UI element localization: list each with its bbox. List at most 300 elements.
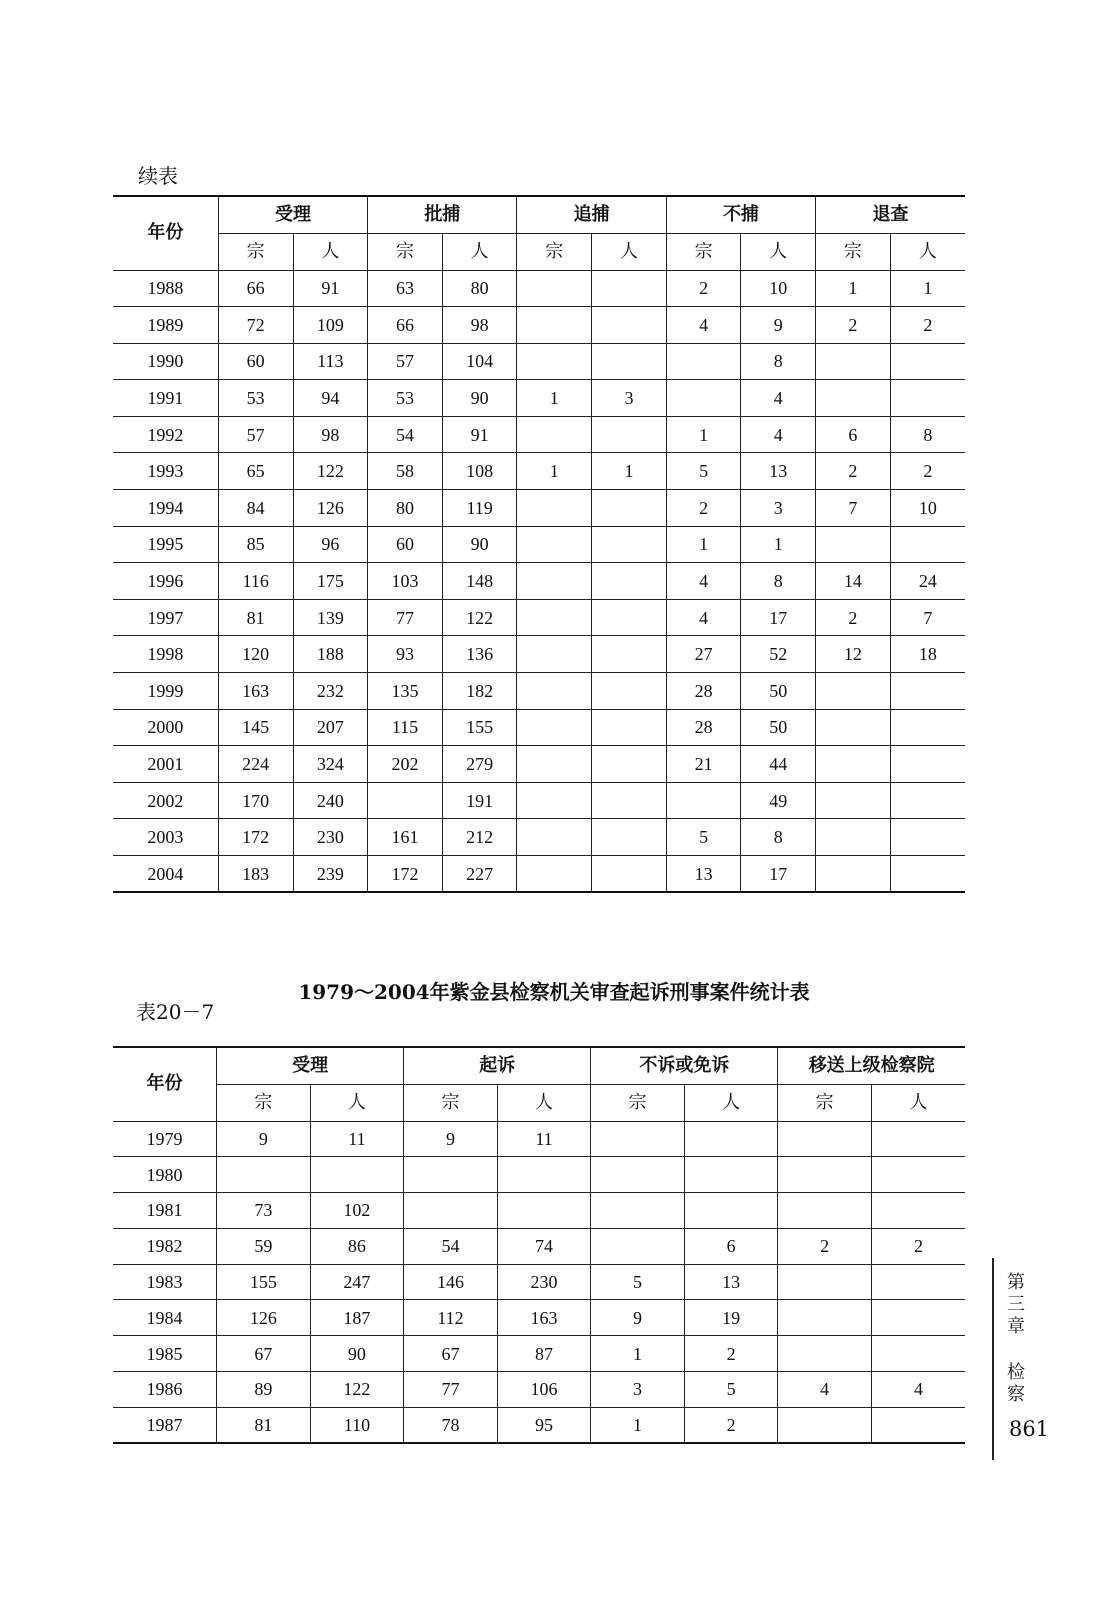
value-cell: 89	[217, 1372, 311, 1408]
value-cell	[890, 819, 965, 856]
value-cell: 207	[293, 709, 368, 746]
value-cell: 2	[684, 1407, 778, 1443]
value-cell: 108	[442, 453, 517, 490]
value-cell: 126	[217, 1300, 311, 1336]
value-cell: 116	[218, 563, 293, 600]
value-cell: 224	[218, 746, 293, 783]
value-cell: 49	[741, 782, 816, 819]
value-cell: 8	[741, 343, 816, 380]
value-cell: 67	[217, 1336, 311, 1372]
value-cell	[666, 380, 741, 417]
value-cell: 172	[218, 819, 293, 856]
value-cell: 170	[218, 782, 293, 819]
value-cell: 2	[684, 1336, 778, 1372]
sub-header: 宗	[666, 233, 741, 270]
sub-header: 宗	[591, 1084, 685, 1121]
value-cell: 163	[218, 673, 293, 710]
value-cell: 95	[497, 1407, 591, 1443]
group-header: 受理	[217, 1047, 404, 1084]
year-cell: 1979	[113, 1121, 217, 1157]
value-cell: 1	[592, 453, 667, 490]
value-cell: 9	[217, 1121, 311, 1157]
value-cell	[871, 1300, 965, 1336]
year-cell: 2004	[113, 856, 218, 893]
chapter-label	[1004, 1272, 1028, 1338]
value-cell: 59	[217, 1228, 311, 1264]
table-row	[113, 782, 965, 819]
value-cell	[871, 1407, 965, 1443]
value-cell: 2	[816, 307, 891, 344]
value-cell: 87	[497, 1336, 591, 1372]
value-cell	[816, 380, 891, 417]
value-cell	[778, 1300, 872, 1336]
year-cell: 1998	[113, 636, 218, 673]
value-cell: 2	[890, 453, 965, 490]
value-cell: 172	[368, 856, 443, 893]
value-cell: 13	[666, 856, 741, 893]
value-cell: 136	[442, 636, 517, 673]
value-cell: 52	[741, 636, 816, 673]
value-cell: 93	[368, 636, 443, 673]
table-row	[113, 1157, 965, 1193]
value-cell	[592, 636, 667, 673]
value-cell: 230	[497, 1264, 591, 1300]
value-cell: 53	[368, 380, 443, 417]
value-cell	[404, 1157, 498, 1193]
value-cell	[890, 709, 965, 746]
table-row	[113, 709, 965, 746]
value-cell: 115	[368, 709, 443, 746]
value-cell: 1	[517, 453, 592, 490]
value-cell	[517, 343, 592, 380]
section-char: 察	[1007, 1384, 1025, 1405]
value-cell	[517, 599, 592, 636]
value-cell: 18	[890, 636, 965, 673]
value-cell: 1	[741, 526, 816, 563]
value-cell: 53	[218, 380, 293, 417]
value-cell	[591, 1193, 685, 1229]
group-header: 起诉	[404, 1047, 591, 1084]
value-cell	[517, 782, 592, 819]
sub-header: 人	[293, 233, 368, 270]
value-cell: 9	[404, 1121, 498, 1157]
value-cell: 5	[591, 1264, 685, 1300]
table-row	[113, 490, 965, 527]
value-cell: 66	[218, 270, 293, 307]
value-cell: 54	[404, 1228, 498, 1264]
table-row	[113, 599, 965, 636]
table-row	[113, 636, 965, 673]
value-cell: 113	[293, 343, 368, 380]
value-cell: 3	[592, 380, 667, 417]
table-row	[113, 1372, 965, 1408]
value-cell: 5	[684, 1372, 778, 1408]
value-cell: 182	[442, 673, 517, 710]
sub-header: 人	[592, 233, 667, 270]
group-header: 不捕	[666, 196, 815, 233]
year-cell: 2001	[113, 746, 218, 783]
value-cell: 148	[442, 563, 517, 600]
group-header: 追捕	[517, 196, 666, 233]
section-label	[1004, 1362, 1028, 1406]
value-cell: 90	[442, 380, 517, 417]
value-cell: 3	[741, 490, 816, 527]
value-cell: 78	[404, 1407, 498, 1443]
year-cell: 1982	[113, 1228, 217, 1264]
value-cell: 98	[442, 307, 517, 344]
value-cell	[517, 819, 592, 856]
table-row	[113, 307, 965, 344]
value-cell: 5	[666, 453, 741, 490]
value-cell	[310, 1157, 404, 1193]
year-header: 年份	[113, 1047, 217, 1121]
value-cell	[517, 563, 592, 600]
value-cell: 1	[591, 1407, 685, 1443]
value-cell	[591, 1157, 685, 1193]
value-cell: 28	[666, 709, 741, 746]
value-cell: 2	[871, 1228, 965, 1264]
value-cell	[871, 1193, 965, 1229]
value-cell: 60	[218, 343, 293, 380]
value-cell	[591, 1121, 685, 1157]
value-cell	[517, 416, 592, 453]
value-cell: 202	[368, 746, 443, 783]
table-row	[113, 416, 965, 453]
value-cell: 77	[368, 599, 443, 636]
value-cell: 145	[218, 709, 293, 746]
value-cell: 57	[368, 343, 443, 380]
value-cell: 122	[293, 453, 368, 490]
table-row	[113, 453, 965, 490]
year-cell: 2000	[113, 709, 218, 746]
value-cell: 27	[666, 636, 741, 673]
value-cell: 1	[666, 416, 741, 453]
value-cell: 6	[684, 1228, 778, 1264]
table-row	[113, 746, 965, 783]
value-cell	[871, 1336, 965, 1372]
value-cell	[871, 1264, 965, 1300]
value-cell	[816, 673, 891, 710]
value-cell: 8	[741, 819, 816, 856]
year-cell: 1992	[113, 416, 218, 453]
value-cell: 1	[517, 380, 592, 417]
value-cell	[592, 856, 667, 893]
value-cell: 239	[293, 856, 368, 893]
sub-header: 人	[890, 233, 965, 270]
value-cell: 91	[442, 416, 517, 453]
value-cell	[517, 636, 592, 673]
sub-header: 宗	[404, 1084, 498, 1121]
value-cell	[592, 819, 667, 856]
group-header: 移送上级检察院	[778, 1047, 965, 1084]
value-cell: 4	[666, 599, 741, 636]
value-cell	[517, 709, 592, 746]
value-cell	[684, 1157, 778, 1193]
table-row	[113, 526, 965, 563]
value-cell: 135	[368, 673, 443, 710]
value-cell: 67	[404, 1336, 498, 1372]
value-cell	[890, 526, 965, 563]
value-cell	[778, 1193, 872, 1229]
value-cell	[778, 1264, 872, 1300]
value-cell: 6	[816, 416, 891, 453]
value-cell: 187	[310, 1300, 404, 1336]
value-cell: 240	[293, 782, 368, 819]
value-cell: 13	[684, 1264, 778, 1300]
value-cell: 146	[404, 1264, 498, 1300]
value-cell: 2	[778, 1228, 872, 1264]
year-cell: 1987	[113, 1407, 217, 1443]
year-cell: 1996	[113, 563, 218, 600]
value-cell: 81	[217, 1407, 311, 1443]
value-cell: 80	[368, 490, 443, 527]
table-row	[113, 1407, 965, 1443]
value-cell	[816, 856, 891, 893]
value-cell: 122	[310, 1372, 404, 1408]
year-cell: 1991	[113, 380, 218, 417]
section-char: 检	[1007, 1362, 1025, 1383]
value-cell	[890, 380, 965, 417]
value-cell	[591, 1228, 685, 1264]
value-cell: 50	[741, 673, 816, 710]
group-header: 退查	[816, 196, 965, 233]
value-cell: 1	[666, 526, 741, 563]
value-cell: 122	[442, 599, 517, 636]
table1-caption: 续表	[138, 164, 178, 188]
value-cell: 17	[741, 856, 816, 893]
value-cell: 4	[778, 1372, 872, 1408]
value-cell: 14	[816, 563, 891, 600]
sub-header: 宗	[816, 233, 891, 270]
value-cell	[592, 490, 667, 527]
table-row	[113, 1228, 965, 1264]
year-cell: 1986	[113, 1372, 217, 1408]
value-cell	[816, 819, 891, 856]
year-cell: 1988	[113, 270, 218, 307]
value-cell	[778, 1407, 872, 1443]
value-cell: 80	[442, 270, 517, 307]
value-cell: 126	[293, 490, 368, 527]
value-cell	[517, 307, 592, 344]
value-cell: 120	[218, 636, 293, 673]
value-cell: 9	[591, 1300, 685, 1336]
value-cell: 90	[442, 526, 517, 563]
sub-header: 人	[442, 233, 517, 270]
value-cell	[592, 307, 667, 344]
sub-header: 宗	[368, 233, 443, 270]
value-cell: 44	[741, 746, 816, 783]
value-cell: 1	[591, 1336, 685, 1372]
year-cell: 1984	[113, 1300, 217, 1336]
value-cell: 63	[368, 270, 443, 307]
value-cell	[890, 746, 965, 783]
value-cell	[871, 1157, 965, 1193]
value-cell: 86	[310, 1228, 404, 1264]
value-cell: 2	[666, 270, 741, 307]
value-cell: 188	[293, 636, 368, 673]
table-row	[113, 1121, 965, 1157]
value-cell: 247	[310, 1264, 404, 1300]
value-cell	[816, 782, 891, 819]
value-cell	[592, 270, 667, 307]
value-cell	[592, 673, 667, 710]
value-cell: 175	[293, 563, 368, 600]
year-header: 年份	[113, 196, 218, 270]
value-cell	[890, 343, 965, 380]
value-cell: 104	[442, 343, 517, 380]
year-cell: 1995	[113, 526, 218, 563]
value-cell: 279	[442, 746, 517, 783]
table-row	[113, 1336, 965, 1372]
value-cell: 72	[218, 307, 293, 344]
value-cell	[592, 563, 667, 600]
value-cell	[778, 1157, 872, 1193]
value-cell: 324	[293, 746, 368, 783]
value-cell	[666, 782, 741, 819]
value-cell: 11	[310, 1121, 404, 1157]
value-cell: 85	[218, 526, 293, 563]
value-cell: 19	[684, 1300, 778, 1336]
value-cell: 54	[368, 416, 443, 453]
value-cell: 10	[741, 270, 816, 307]
value-cell	[778, 1121, 872, 1157]
value-cell: 161	[368, 819, 443, 856]
value-cell: 106	[497, 1372, 591, 1408]
year-cell: 1983	[113, 1264, 217, 1300]
value-cell: 94	[293, 380, 368, 417]
value-cell	[517, 673, 592, 710]
year-cell: 1990	[113, 343, 218, 380]
value-cell: 2	[816, 453, 891, 490]
value-cell: 4	[666, 307, 741, 344]
value-cell: 212	[442, 819, 517, 856]
value-cell: 84	[218, 490, 293, 527]
value-cell	[592, 709, 667, 746]
value-cell: 103	[368, 563, 443, 600]
value-cell: 60	[368, 526, 443, 563]
table-row	[113, 673, 965, 710]
value-cell: 12	[816, 636, 891, 673]
sub-header: 人	[684, 1084, 778, 1121]
value-cell: 17	[741, 599, 816, 636]
value-cell	[816, 526, 891, 563]
table-row	[113, 819, 965, 856]
year-cell: 1989	[113, 307, 218, 344]
value-cell: 13	[741, 453, 816, 490]
value-cell	[684, 1121, 778, 1157]
year-cell: 1994	[113, 490, 218, 527]
table1	[113, 195, 965, 893]
value-cell	[497, 1157, 591, 1193]
chapter-char: 第	[1007, 1272, 1025, 1293]
value-cell: 28	[666, 673, 741, 710]
value-cell: 50	[741, 709, 816, 746]
value-cell: 11	[497, 1121, 591, 1157]
sub-header: 宗	[218, 233, 293, 270]
value-cell: 3	[591, 1372, 685, 1408]
value-cell: 230	[293, 819, 368, 856]
sub-header: 人	[871, 1084, 965, 1121]
value-cell: 5	[666, 819, 741, 856]
value-cell: 4	[666, 563, 741, 600]
sub-header: 人	[310, 1084, 404, 1121]
year-cell: 1985	[113, 1336, 217, 1372]
value-cell	[368, 782, 443, 819]
table-row	[113, 563, 965, 600]
value-cell	[592, 782, 667, 819]
year-cell: 2002	[113, 782, 218, 819]
value-cell: 74	[497, 1228, 591, 1264]
value-cell: 8	[741, 563, 816, 600]
value-cell	[592, 526, 667, 563]
value-cell: 139	[293, 599, 368, 636]
value-cell: 119	[442, 490, 517, 527]
page-number: 861	[1008, 1417, 1050, 1441]
value-cell	[816, 709, 891, 746]
value-cell: 98	[293, 416, 368, 453]
value-cell: 191	[442, 782, 517, 819]
table-row	[113, 1264, 965, 1300]
table-row	[113, 856, 965, 893]
value-cell: 102	[310, 1193, 404, 1229]
value-cell	[816, 343, 891, 380]
value-cell: 155	[217, 1264, 311, 1300]
value-cell	[778, 1336, 872, 1372]
value-cell: 77	[404, 1372, 498, 1408]
table-row	[113, 343, 965, 380]
value-cell	[890, 782, 965, 819]
table2-label: 表20－7	[136, 1000, 215, 1024]
value-cell	[404, 1193, 498, 1229]
value-cell: 90	[310, 1336, 404, 1372]
table-row	[113, 1193, 965, 1229]
value-cell	[517, 746, 592, 783]
value-cell	[592, 343, 667, 380]
chapter-char: 章	[1007, 1316, 1025, 1337]
group-header: 批捕	[368, 196, 517, 233]
sub-header: 宗	[517, 233, 592, 270]
table2-title: 1979～2004年紫金县检察机关审查起诉刑事案件统计表	[298, 980, 810, 1004]
value-cell: 2	[666, 490, 741, 527]
group-header: 受理	[218, 196, 367, 233]
sub-header: 人	[741, 233, 816, 270]
value-cell: 96	[293, 526, 368, 563]
value-cell: 4	[741, 380, 816, 417]
value-cell: 9	[741, 307, 816, 344]
table-row	[113, 270, 965, 307]
value-cell: 91	[293, 270, 368, 307]
value-cell	[497, 1193, 591, 1229]
value-cell: 57	[218, 416, 293, 453]
value-cell: 81	[218, 599, 293, 636]
value-cell: 183	[218, 856, 293, 893]
value-cell	[816, 746, 891, 783]
value-cell	[666, 343, 741, 380]
value-cell	[517, 526, 592, 563]
value-cell: 7	[816, 490, 891, 527]
year-cell: 1980	[113, 1157, 217, 1193]
value-cell	[517, 490, 592, 527]
year-cell: 1993	[113, 453, 218, 490]
group-header: 不诉或免诉	[591, 1047, 778, 1084]
sub-header: 人	[497, 1084, 591, 1121]
value-cell: 4	[871, 1372, 965, 1408]
value-cell: 10	[890, 490, 965, 527]
sub-header: 宗	[778, 1084, 872, 1121]
table2	[113, 1046, 965, 1444]
value-cell: 21	[666, 746, 741, 783]
table-row	[113, 380, 965, 417]
